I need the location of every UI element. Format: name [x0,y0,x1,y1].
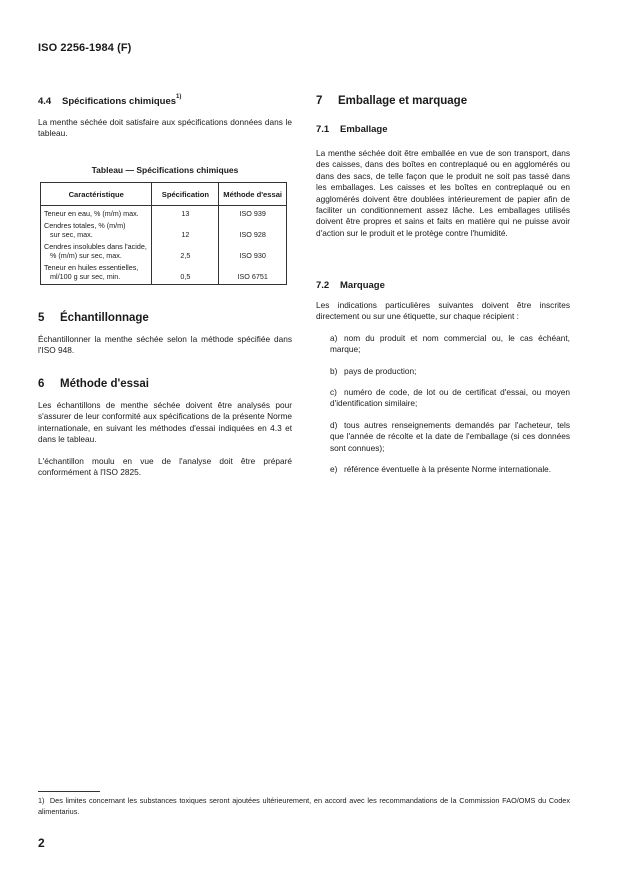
table-row [41,260,287,285]
table-cell-characteristic: Cendres totales, % (m/m) sur sec, max. [41,218,152,239]
section-number: 7 [316,95,323,107]
column-header: Spécification [152,183,219,206]
list-item-label: a) [330,332,338,343]
table-header-row [41,183,287,206]
section-6-paragraph-2: L'échantillon moulu en vue de l'analyse doit être préparé conformément à l'ISO 2825. [38,455,292,478]
section-number: 6 [38,378,45,390]
list-item-text: nom du produit et nom commercial ou, le cas échéant, marque; [330,332,570,355]
document-id: ISO 2256-1984 (F) [38,42,132,54]
page-number: 2 [38,836,45,850]
table-cell-method: ISO 930 [219,239,287,260]
column-header: Caractéristique [41,183,152,206]
table-cell-spec: 2,5 [152,239,219,260]
section-4-4-heading [38,96,292,107]
table-row [41,239,287,260]
table-caption: Tableau — Spécifications chimiques [91,165,239,175]
section-number: 7.2 [316,280,330,291]
section-7-1-paragraph: La menthe séchée doit être emballée en vue de son transport, dans des caisses, dans des boîtes en contreplaqué ou en agglomérés ou dans des sacs, de telle façon que le produit ne soit pas tassé dans les emballages. Les caisses et les boîtes en contreplaqué ou en agglomérés doivent être doublées intérieurement de papier afin de faciliter un conditionnement assez lâche. Les emballages utilisés doivent être propres et sains et faits en matière qui ne puisse avoir d'action sur le produit et le protège contre l'humidité. [316,148,570,238]
table-row [41,206,287,219]
section-4-4 [38,96,292,140]
list-item-text: numéro de code, de lot ou de certificat d'essai, ou moyen d'identification similaire; [330,387,570,409]
table-cell-spec: 12 [152,218,219,239]
footnote-text: Des limites concernant les substances toxiques seront ajoutées ultérieurement, en accord avec les recommandations de la Commission FAO/OMS du Codex alimentarius. [38,796,570,816]
list-item-text: tous autres renseignements demandés par l'acheteur, tels que l'année de récolte et la date de l'emballage (si ces données sont connues); [330,419,570,453]
section-4-4-paragraph: La menthe séchée doit satisfaire aux spécifications données dans le tableau. [38,117,292,139]
section-7-2-intro: Les indications particulières suivantes doivent être inscrites directement ou sur une étiquette, sur chaque récipient : [316,300,570,322]
list-item-label: c) [330,387,337,398]
list-item-text: référence éventuelle à la présente Norme internationale. [344,464,552,475]
footnote-label: 1) [38,796,45,805]
table-cell-characteristic: Cendres insolubles dans l'acide, % (m/m) sur sec, max. [41,239,152,260]
list-item [316,333,570,356]
section-6-heading [38,378,292,390]
section-title: Spécifications chimiques [62,96,177,107]
section-title: Emballage [340,124,388,135]
list-item [316,420,570,454]
table-cell-characteristic: Teneur en eau, % (m/m) max. [41,206,152,219]
section-number: 7.1 [316,124,330,135]
section-7-2 [316,280,570,475]
table-cell-method: ISO 928 [219,218,287,239]
section-6 [38,378,292,478]
section-6-paragraph-1: Les échantillons de menthe séchée doivent être analysés pour s'assurer de leur conformité aux spécifications de la présente Norme internationale, en suivant les méthodes d'essai indiquées en 4.3 et dans le tableau. [38,400,292,445]
spec-table [40,182,287,285]
table-cell-spec: 13 [152,206,219,219]
list-item-label: b) [330,365,338,376]
footnote [38,796,570,817]
section-5 [38,312,292,357]
section-number: 4.4 [38,96,52,107]
section-title: Méthode d'essai [60,378,150,390]
column-header: Méthode d'essai [219,183,287,206]
section-7-2-heading [316,280,570,291]
section-title: Échantillonnage [60,312,149,324]
table-row [41,218,287,239]
section-title: Marquage [340,280,385,291]
section-7-1 [316,124,570,239]
section-5-paragraph: Échantillonner la menthe séchée selon la méthode spécifiée dans l'ISO 948. [38,334,292,356]
table-cell-spec: 0,5 [152,260,219,285]
spec-table-container [40,182,287,285]
list-item-label: e) [330,464,338,475]
list-item [316,366,570,377]
list-item-label: d) [330,419,338,430]
list-item-text: pays de production; [344,365,417,376]
footnote-divider [38,791,100,792]
table-cell-method: ISO 939 [219,206,287,219]
list-item [316,387,570,410]
section-number: 5 [38,312,45,324]
table-cell-method: ISO 6751 [219,260,287,285]
list-item [316,464,570,475]
section-7-1-heading [316,124,570,135]
section-7-heading [316,95,570,107]
footnote-ref[interactable]: 1) [176,94,182,100]
table-cell-characteristic: Teneur en huiles essentielles, ml/100 g sur sec, min. [41,260,152,285]
section-7 [316,95,570,107]
section-5-heading [38,312,292,324]
section-title: Emballage et marquage [338,95,468,107]
